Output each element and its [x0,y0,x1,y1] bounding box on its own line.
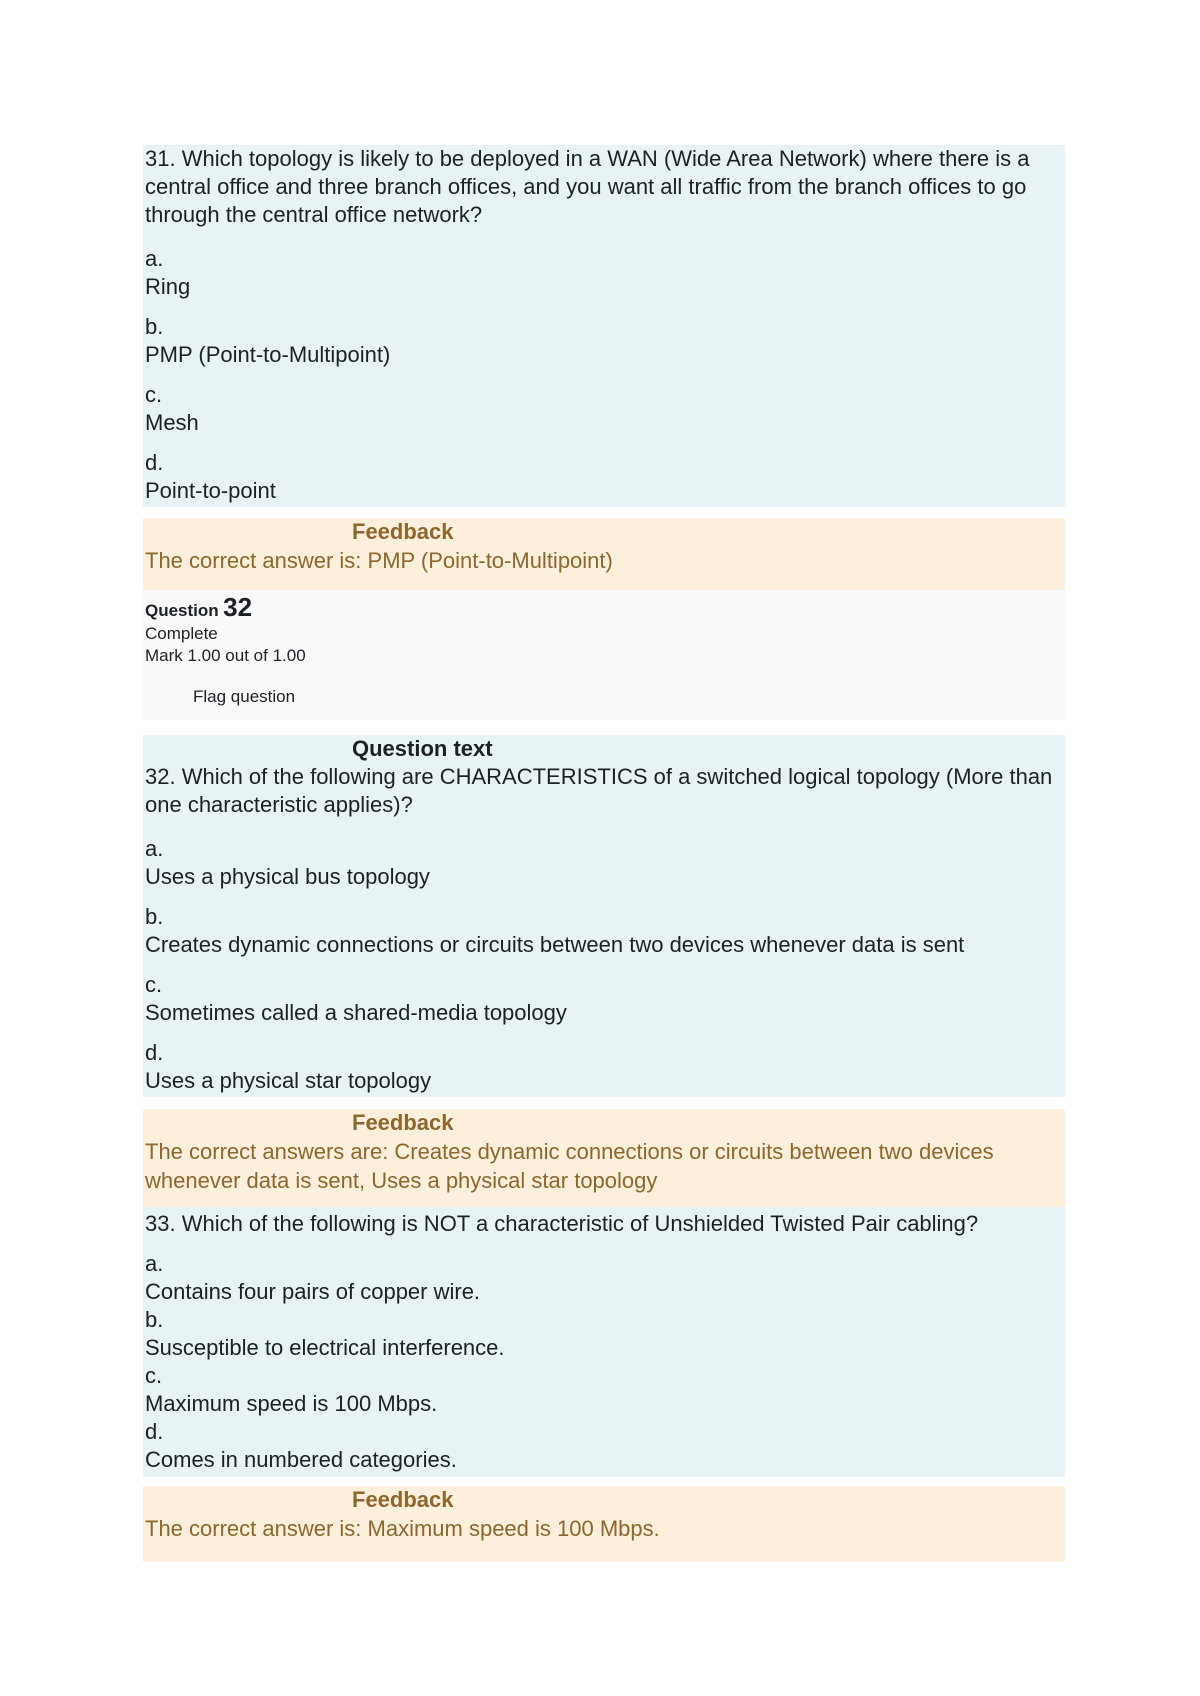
option-d[interactable] [145,1418,1063,1474]
option-answer: Comes in numbered categories. [145,1447,457,1472]
option-d[interactable] [145,1039,1063,1095]
option-letter: a. [145,1251,164,1276]
feedback-33 [143,1486,1065,1562]
option-letter: c. [145,382,163,407]
option-b[interactable] [145,903,1063,959]
option-b[interactable] [145,313,1063,369]
question-text-heading: Question text [352,736,493,761]
option-a[interactable] [145,1250,1063,1306]
option-c[interactable] [145,1362,1063,1418]
option-answer: Contains four pairs of copper wire. [145,1279,481,1304]
option-a[interactable] [145,835,1063,891]
feedback-title: Feedback [352,1110,454,1135]
option-answer: Point-to-point [145,478,276,503]
option-letter: d. [145,1419,164,1444]
question-label: Question [145,601,219,620]
question-33-text-block [143,1207,1065,1477]
question-33-text: 33. Which of the following is NOT a characteristic of Unshielded Twisted Pair cabling? [145,1211,979,1236]
option-a[interactable] [145,245,1063,301]
question-number-value: 32 [223,592,253,622]
question-32-text-block [143,735,1065,1097]
question-32-text: 32. Which of the following are CHARACTERISTICS of a switched logical topology (More than one characteristic applies)? [145,764,1053,817]
option-letter: a. [145,836,164,861]
question-31-text: 31. Which topology is likely to be deployed in a WAN (Wide Area Network) where there is a central office and three branch offices, and you want all traffic from the branch offices to go through the central office network? [145,146,1030,227]
option-c[interactable] [145,381,1063,437]
option-answer: PMP (Point-to-Multipoint) [145,342,391,367]
flag-question-link[interactable]: Flag question [193,687,296,706]
option-letter: d. [145,450,164,475]
question-31-text-block [143,145,1065,507]
option-answer: Maximum speed is 100 Mbps. [145,1391,438,1416]
question-number [145,592,1063,623]
option-letter: b. [145,314,164,339]
option-letter: a. [145,246,164,271]
option-letter: b. [145,1307,164,1332]
question-state: Complete [145,624,218,643]
option-answer: Sometimes called a shared-media topology [145,1000,567,1025]
feedback-title: Feedback [352,519,454,544]
feedback-text: The correct answer is: Maximum speed is 100 Mbps. [145,1516,660,1541]
option-d[interactable] [145,449,1063,505]
feedback-title: Feedback [352,1487,454,1512]
option-answer: Uses a physical star topology [145,1068,432,1093]
question-32-info [143,590,1065,720]
question-mark: Mark 1.00 out of 1.00 [145,646,306,665]
option-c[interactable] [145,971,1063,1027]
option-letter: b. [145,904,164,929]
option-answer: Ring [145,274,191,299]
option-letter: c. [145,1363,163,1388]
option-answer: Susceptible to electrical interference. [145,1335,505,1360]
feedback-text: The correct answers are: Creates dynamic connections or circuits between two devices whenever data is sent, Uses a physical star topology [145,1139,994,1193]
option-letter: c. [145,972,163,997]
option-letter: d. [145,1040,164,1065]
option-answer: Creates dynamic connections or circuits between two devices whenever data is sent [145,932,965,957]
option-answer: Mesh [145,410,199,435]
feedback-31 [143,518,1065,590]
feedback-32 [143,1109,1065,1207]
option-b[interactable] [145,1306,1063,1362]
feedback-text: The correct answer is: PMP (Point-to-Multipoint) [145,548,613,573]
option-answer: Uses a physical bus topology [145,864,430,889]
